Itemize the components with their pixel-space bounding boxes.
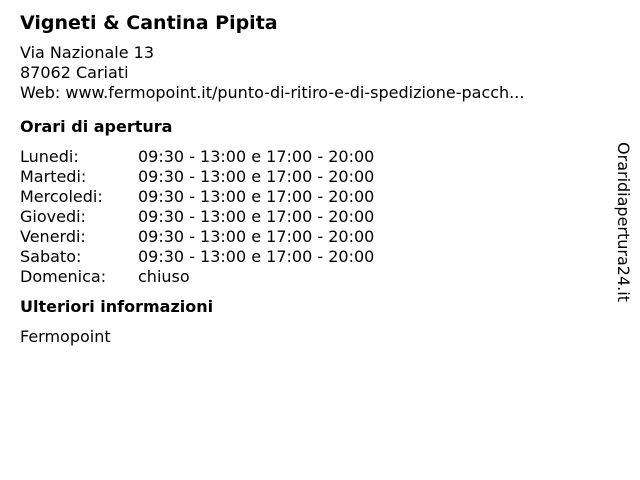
address-block <box>20 43 610 103</box>
website-link[interactable]: Web: www.fermopoint.it/punto-di-ritiro-e-di-spedizione-pacch... <box>20 83 525 102</box>
additional-info-heading: Ulteriori informazioni <box>20 297 214 316</box>
day-label: Sabato: <box>20 247 82 266</box>
time-value: 09:30 - 13:00 e 17:00 - 20:00 <box>138 167 375 186</box>
time-value: 09:30 - 13:00 e 17:00 - 20:00 <box>138 147 375 166</box>
opening-hours-table <box>20 147 610 287</box>
time-value: 09:30 - 13:00 e 17:00 - 20:00 <box>138 187 375 206</box>
time-value: chiuso <box>138 267 190 286</box>
business-name: Vigneti & Cantina Pipita <box>20 12 278 34</box>
day-label: Giovedi: <box>20 207 86 226</box>
site-brand-vertical: Oraridiapertura24.it <box>614 142 633 302</box>
day-label: Lunedi: <box>20 147 79 166</box>
hours-row-tuesday <box>20 167 610 187</box>
day-label: Domenica: <box>20 267 107 286</box>
hours-row-monday <box>20 147 610 167</box>
business-card <box>20 10 610 347</box>
day-label: Mercoledi: <box>20 187 103 206</box>
postal-city: 87062 Cariati <box>20 63 129 82</box>
time-value: 09:30 - 13:00 e 17:00 - 20:00 <box>138 207 375 226</box>
hours-row-wednesday <box>20 187 610 207</box>
hours-row-thursday <box>20 207 610 227</box>
day-label: Martedi: <box>20 167 87 186</box>
opening-hours-heading: Orari di apertura <box>20 117 173 136</box>
time-value: 09:30 - 13:00 e 17:00 - 20:00 <box>138 227 375 246</box>
hours-row-sunday <box>20 267 610 287</box>
day-label: Venerdi: <box>20 227 86 246</box>
street-address: Via Nazionale 13 <box>20 43 155 62</box>
time-value: 09:30 - 13:00 e 17:00 - 20:00 <box>138 247 375 266</box>
additional-info-value: Fermopoint <box>20 327 111 346</box>
hours-row-saturday <box>20 247 610 267</box>
hours-row-friday <box>20 227 610 247</box>
